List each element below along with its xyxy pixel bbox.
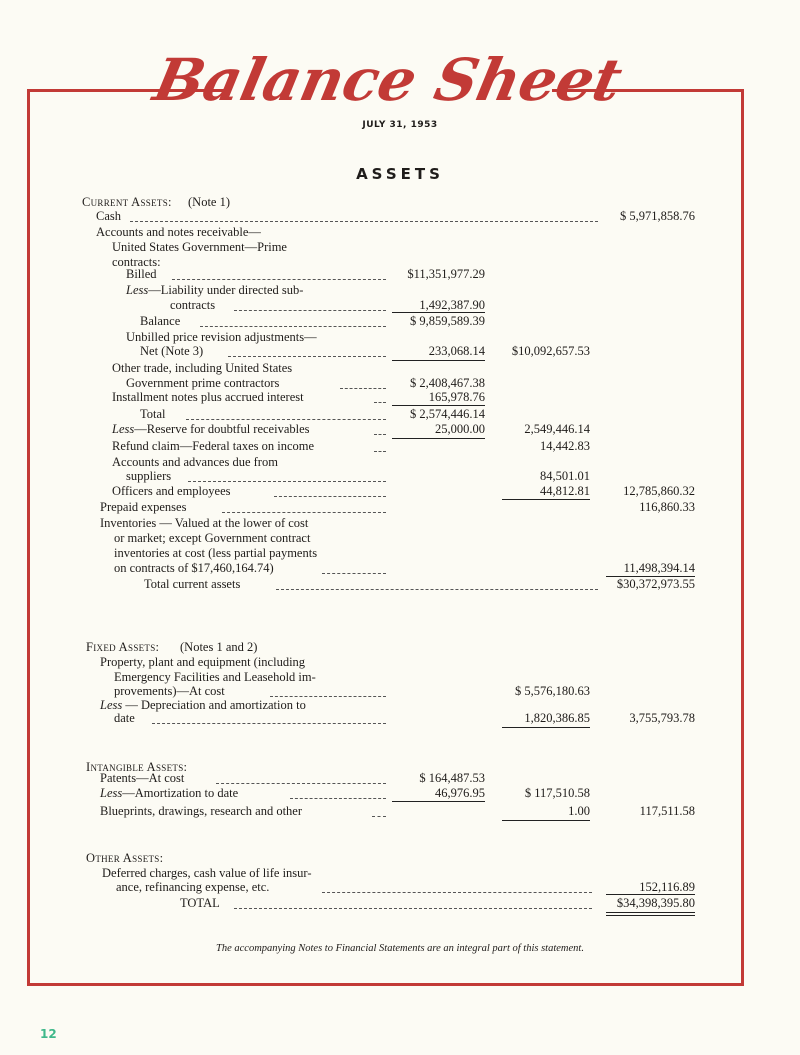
intangible-assets-heading: Intangible Assets: [86, 760, 188, 774]
ppe-label-1: Property, plant and equipment (including [100, 655, 306, 669]
other-trade-row-2 [0, 376, 800, 391]
leader-dots [374, 450, 386, 452]
depreciation-value: 1,820,386.85 [524, 711, 590, 725]
depreciation-row-2 [0, 711, 800, 726]
inventories-label-4: on contracts of $17,460,164.74) [114, 561, 274, 575]
leader-dots [130, 220, 598, 222]
refund-row [0, 439, 800, 454]
cash-label: Cash [96, 209, 121, 223]
usg-total-value: $10,092,657.53 [511, 344, 590, 358]
net-trade-value: 2,549,446.14 [524, 422, 590, 436]
leader-dots [374, 433, 386, 435]
leader-dots [322, 891, 592, 893]
inventories-label-1: Inventories — Valued at the lower of cost [100, 516, 309, 530]
leader-dots [234, 309, 386, 311]
ppe-label-3: provements)—At cost [114, 684, 225, 698]
ppe-row-2 [0, 670, 800, 685]
section-heading: ASSETS [356, 165, 444, 183]
current-assets-heading-row [0, 195, 800, 210]
leader-dots [188, 480, 386, 482]
other-trade-label-2: Government prime contractors [126, 376, 280, 390]
underline [606, 894, 695, 895]
current-assets-heading: Current Assets: [82, 195, 172, 209]
leader-dots [234, 907, 592, 909]
installment-row [0, 390, 800, 405]
leader-dots [274, 495, 386, 497]
leader-dots [152, 722, 386, 724]
installment-label: Installment notes plus accrued interest [112, 390, 304, 404]
unbilled-row-2 [0, 344, 800, 359]
billed-label: Billed [126, 267, 157, 281]
other-trade-row-1 [0, 361, 800, 376]
leader-dots [172, 278, 386, 280]
usg-label-1: United States Government—Prime [112, 240, 287, 254]
ar-row [0, 225, 800, 240]
cash-value: $ 5,971,858.76 [620, 209, 695, 223]
advances-value: 84,501.01 [540, 469, 590, 483]
depreciation-label-1: — Depreciation and amortization to [122, 698, 306, 712]
fixed-assets-heading-row [0, 640, 800, 655]
balance-label: Balance [140, 314, 181, 328]
leader-dots [374, 401, 386, 403]
deferred-value: 152,116.89 [639, 880, 695, 894]
inventories-label-2: or market; except Government contract [114, 531, 311, 545]
balance-sheet-title-logo [148, 28, 628, 118]
fixed-assets-note: (Notes 1 and 2) [180, 640, 258, 654]
inventories-row-3 [0, 546, 800, 561]
total-label: Total [140, 407, 166, 421]
refund-label: Refund claim—Federal taxes on income [112, 439, 315, 453]
officers-label: Officers and employees [112, 484, 231, 498]
leader-dots [228, 355, 386, 357]
blueprints-label: Blueprints, drawings, research and other [100, 804, 303, 818]
advances-label-1: Accounts and advances due from [112, 455, 278, 469]
deferred-label-2: ance, refinancing expense, etc. [116, 880, 270, 894]
deferred-row-2 [0, 880, 800, 895]
patents-row [0, 771, 800, 786]
double-underline [606, 912, 695, 916]
leader-dots [276, 588, 598, 590]
officers-row [0, 484, 800, 499]
leader-dots [216, 782, 386, 784]
total-current-label: Total current assets [144, 577, 241, 591]
inventories-label-3: inventories at cost (less partial payments [114, 546, 318, 560]
patents-label: Patents—At cost [100, 771, 185, 785]
patents-net-value: $ 117,510.58 [524, 786, 590, 800]
ppe-value: $ 5,576,180.63 [515, 684, 590, 698]
page-number: 12 [40, 1027, 57, 1041]
statement-date: JULY 31, 1953 [362, 120, 438, 130]
footnote: The accompanying Notes to Financial Statements are an integral part of this statement. [216, 943, 584, 954]
liability-row-1 [0, 283, 800, 298]
unbilled-row-1 [0, 330, 800, 345]
ppe-label-2: Emergency Facilities and Leasehold im- [114, 670, 316, 684]
leader-dots [372, 815, 386, 817]
depreciation-label-2: date [114, 711, 135, 725]
underline [392, 405, 485, 406]
ar-label: Accounts and notes receivable— [96, 225, 261, 239]
liability-label-1: —Liability under directed sub- [148, 283, 304, 297]
inventories-row-1 [0, 516, 800, 531]
reserve-label: —Reserve for doubtful receivables [134, 422, 310, 436]
advances-row-2 [0, 469, 800, 484]
leader-dots [322, 572, 386, 574]
less-label: Less [100, 786, 123, 800]
receivables-total-value: 12,785,860.32 [623, 484, 695, 498]
amortization-label: —Amortization to date [122, 786, 239, 800]
grand-total-label: TOTAL [180, 896, 220, 910]
liability-row-2 [0, 298, 800, 313]
other-assets-heading-row [0, 851, 800, 866]
patents-value: $ 164,487.53 [419, 771, 485, 785]
leader-dots [290, 797, 386, 799]
blueprints-value: 1.00 [568, 804, 590, 818]
total-value: $ 2,574,446.14 [410, 407, 485, 421]
less-label: Less [100, 698, 123, 712]
deferred-row-1 [0, 866, 800, 881]
leader-dots [200, 325, 386, 327]
blueprints-row [0, 804, 800, 819]
usg-label-2: contracts: [112, 255, 161, 269]
unbilled-label-1: Unbilled price revision adjustments— [126, 330, 317, 344]
other-trade-value: $ 2,408,467.38 [410, 376, 485, 390]
reserve-row [0, 422, 800, 437]
billed-row [0, 267, 800, 282]
leader-dots [186, 418, 386, 420]
leader-dots [340, 387, 386, 389]
reserve-value: 25,000.00 [435, 422, 485, 436]
advances-label-2: suppliers [126, 469, 172, 483]
unbilled-value: 233,068.14 [428, 344, 485, 358]
ppe-row-3 [0, 684, 800, 699]
inventories-value: 11,498,394.14 [623, 561, 695, 575]
inventories-row-4 [0, 561, 800, 576]
underline [392, 312, 485, 313]
underline [502, 727, 590, 728]
grand-total-value: $34,398,395.80 [616, 896, 695, 910]
total-row [0, 407, 800, 422]
underline [392, 801, 485, 802]
leader-dots [270, 695, 386, 697]
fixed-assets-heading: Fixed Assets: [86, 640, 160, 654]
liability-label-2: contracts [170, 298, 216, 312]
prepaid-row [0, 500, 800, 515]
unbilled-label-2: Net (Note 3) [140, 344, 204, 358]
other-assets-heading: Other Assets: [86, 851, 164, 865]
officers-value: 44,812.81 [540, 484, 590, 498]
billed-value: $11,351,977.29 [407, 267, 485, 281]
total-current-value: $30,372,973.55 [616, 577, 695, 591]
refund-value: 14,442.83 [540, 439, 590, 453]
cash-row [0, 209, 800, 224]
liability-value: 1,492,387.90 [419, 298, 485, 312]
balance-value: $ 9,859,589.39 [410, 314, 485, 328]
less-label: Less [126, 283, 149, 297]
title-text: Balance Sheet [148, 45, 628, 114]
usg-row-1 [0, 240, 800, 255]
fixed-net-value: 3,755,793.78 [629, 711, 695, 725]
less-label: Less [112, 422, 135, 436]
ppe-row-1 [0, 655, 800, 670]
intangible-total-value: 117,511.58 [639, 804, 695, 818]
current-assets-note: (Note 1) [188, 195, 230, 209]
deferred-label-1: Deferred charges, cash value of life insur- [102, 866, 312, 880]
advances-row-1 [0, 455, 800, 470]
leader-dots [222, 511, 386, 513]
other-trade-label-1: Other trade, including United States [112, 361, 293, 375]
inventories-row-2 [0, 531, 800, 546]
prepaid-label: Prepaid expenses [100, 500, 187, 514]
amortization-value: 46,976.95 [435, 786, 485, 800]
balance-row [0, 314, 800, 329]
underline [502, 820, 590, 821]
total-current-row [0, 577, 800, 592]
installment-value: 165,978.76 [428, 390, 485, 404]
amortization-row [0, 786, 800, 801]
grand-total-row [0, 896, 800, 911]
prepaid-value: 116,860.33 [639, 500, 695, 514]
